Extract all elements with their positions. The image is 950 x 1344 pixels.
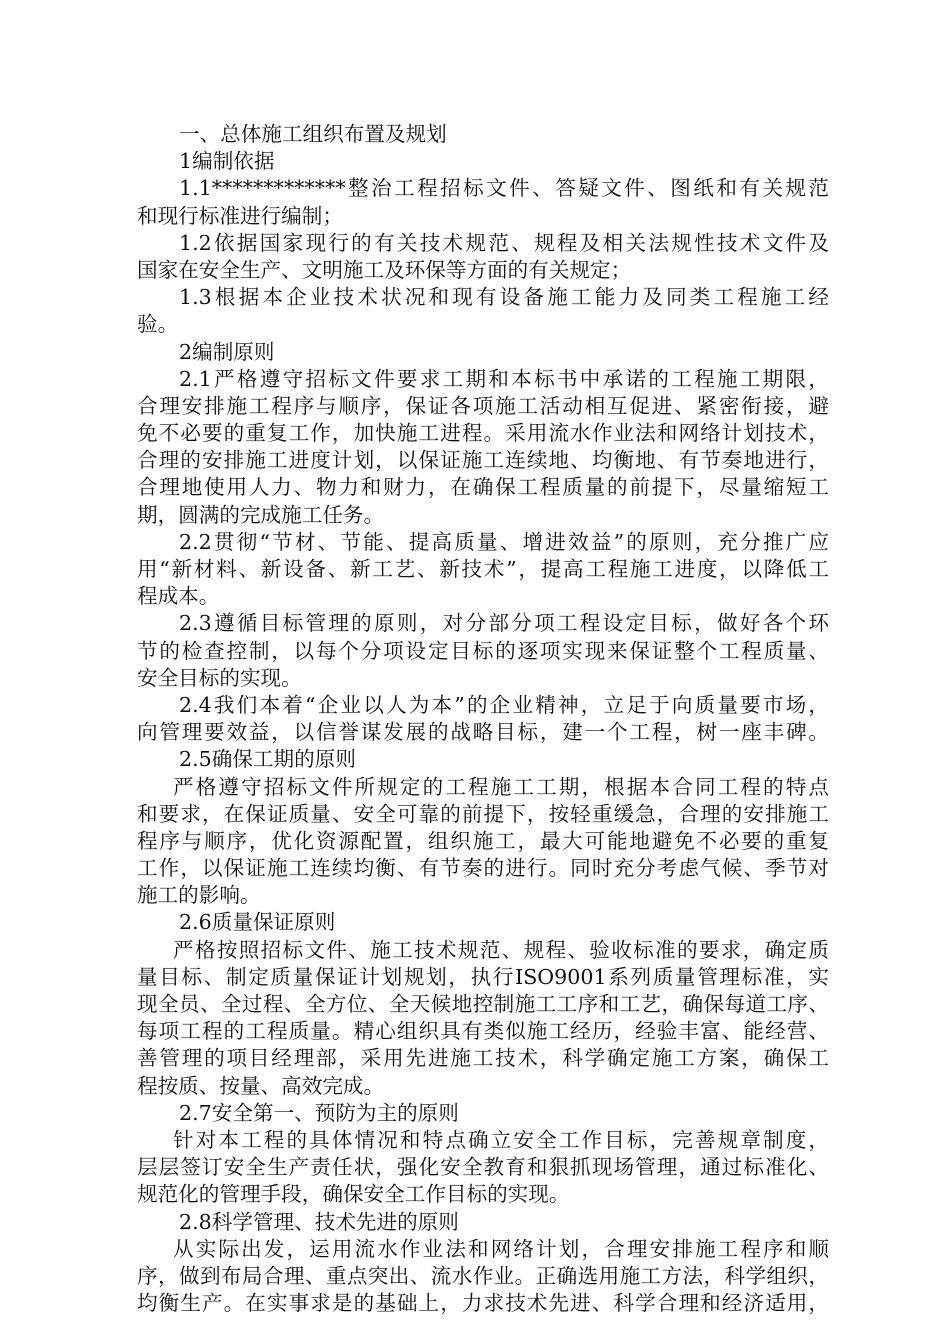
text-line: 2.2贯彻“节材、节能、提高质量、增进效益”的原则，充分推广应 xyxy=(179,529,829,554)
text-line: 验。 xyxy=(137,312,179,337)
text-line: 一、总体施工组织布置及规划 xyxy=(179,122,447,146)
text-line: 向管理要效益，以信誉谋发展的战略目标，建一个工程，树一座丰碑。 xyxy=(137,720,829,745)
text-line: 2.1严格遵守招标文件要求工期和本标书中承诺的工程施工期限， xyxy=(179,366,829,391)
text-line: 合理安排施工程序与顺序，保证各项施工活动相互促进、紧密衔接，避 xyxy=(137,393,829,418)
text-line: 国家在安全生产、文明施工及环保等方面的有关规定； xyxy=(137,257,632,282)
text-line: 程序与顺序，优化资源配置，组织施工，最大可能地避免不必要的重复 xyxy=(137,828,829,853)
text-line: 程按质、按量、高效完成。 xyxy=(137,1073,385,1098)
text-line: 善管理的项目经理部，采用先进施工技术，科学确定施工方案，确保工 xyxy=(137,1046,829,1071)
text-line: 每项工程的工程质量。精心组织具有类似施工经历，经验丰富、能经营、 xyxy=(137,1019,829,1044)
text-line: 施工的影响。 xyxy=(137,883,261,908)
text-line: 合理地使用人力、物力和财力，在确保工程质量的前提下，尽量缩短工 xyxy=(137,475,829,500)
document-page xyxy=(137,121,829,1317)
text-line: 安全目标的实现。 xyxy=(137,665,302,690)
text-line: 用“新材料、新设备、新工艺、新技术”，提高工程施工进度，以降低工 xyxy=(137,557,829,581)
text-line: 层层签订安全生产责任状，强化安全教育和狠抓现场管理，通过标准化、 xyxy=(137,1155,829,1180)
text-line: 工作，以保证施工连续均衡、有节奏的进行。同时充分考虑气候、季节对 xyxy=(137,856,829,881)
text-line: 2.6质量保证原则 xyxy=(179,910,336,935)
text-line: 节的检查控制，以每个分项设定目标的逐项实现来保证整个工程质量、 xyxy=(137,638,829,663)
text-line: 1.3根据本企业技术状况和现有设备施工能力及同类工程施工经 xyxy=(179,285,829,310)
text-line: 和现行标准进行编制； xyxy=(137,203,343,228)
text-line: 序，做到布局合理、重点突出、流水作业。正确选用施工方法，科学组织， xyxy=(137,1263,829,1288)
text-line: 规范化的管理手段，确保安全工作目标的实现。 xyxy=(137,1182,570,1207)
text-line: 2.4我们本着“企业以人为本”的企业精神，立足于向质量要市场， xyxy=(179,692,829,717)
text-line: 2.8科学管理、技术先进的原则 xyxy=(179,1209,459,1234)
text-line: 2.3遵循目标管理的原则，对分部分项工程设定目标，做好各个环 xyxy=(179,611,829,636)
text-line: 针对本工程的具体情况和特点确立安全工作目标，完善规章制度， xyxy=(173,1127,829,1152)
text-line: 合理的安排施工进度计划，以保证施工连续地、均衡地、有节奏地进行， xyxy=(137,448,829,473)
text-line: 1编制依据 xyxy=(179,149,275,174)
text-line: 1.2依据国家现行的有关技术规范、规程及相关法规性技术文件及 xyxy=(179,230,829,255)
text-line: 1.1*************整治工程招标文件、答疑文件、图纸和有关规范 xyxy=(179,176,829,201)
text-line: 期，圆满的完成施工任务。 xyxy=(137,502,385,527)
text-line: 程成本。 xyxy=(137,584,220,609)
text-line: 从实际出发，运用流水作业法和网络计划，合理安排施工程序和顺 xyxy=(173,1236,829,1261)
text-line: 2编制原则 xyxy=(179,339,275,364)
text-line: 现全员、全过程、全方位、全天候地控制施工工序和工艺，确保每道工序、 xyxy=(137,992,829,1016)
text-line: 量目标、制定质量保证计划规划，执行ISO9001系列质量管理标准，实 xyxy=(137,964,829,989)
text-line: 严格按照招标文件、施工技术规范、规程、验收标准的要求，确定质 xyxy=(173,937,829,962)
text-line: 均衡生产。在实事求是的基础上，力求技术先进、科学合理和经济适用， xyxy=(137,1291,829,1316)
text-line: 2.5确保工期的原则 xyxy=(179,747,356,772)
text-line: 和要求，在保证质量、安全可靠的前提下，按轻重缓急，合理的安排施工 xyxy=(137,801,829,826)
text-line: 免不必要的重复工作，加快施工进程。采用流水作业法和网络计划技术， xyxy=(137,421,829,446)
text-line: 2.7安全第一、预防为主的原则 xyxy=(179,1100,459,1125)
text-line: 严格遵守招标文件所规定的工程施工工期，根据本合同工程的特点 xyxy=(173,774,829,799)
